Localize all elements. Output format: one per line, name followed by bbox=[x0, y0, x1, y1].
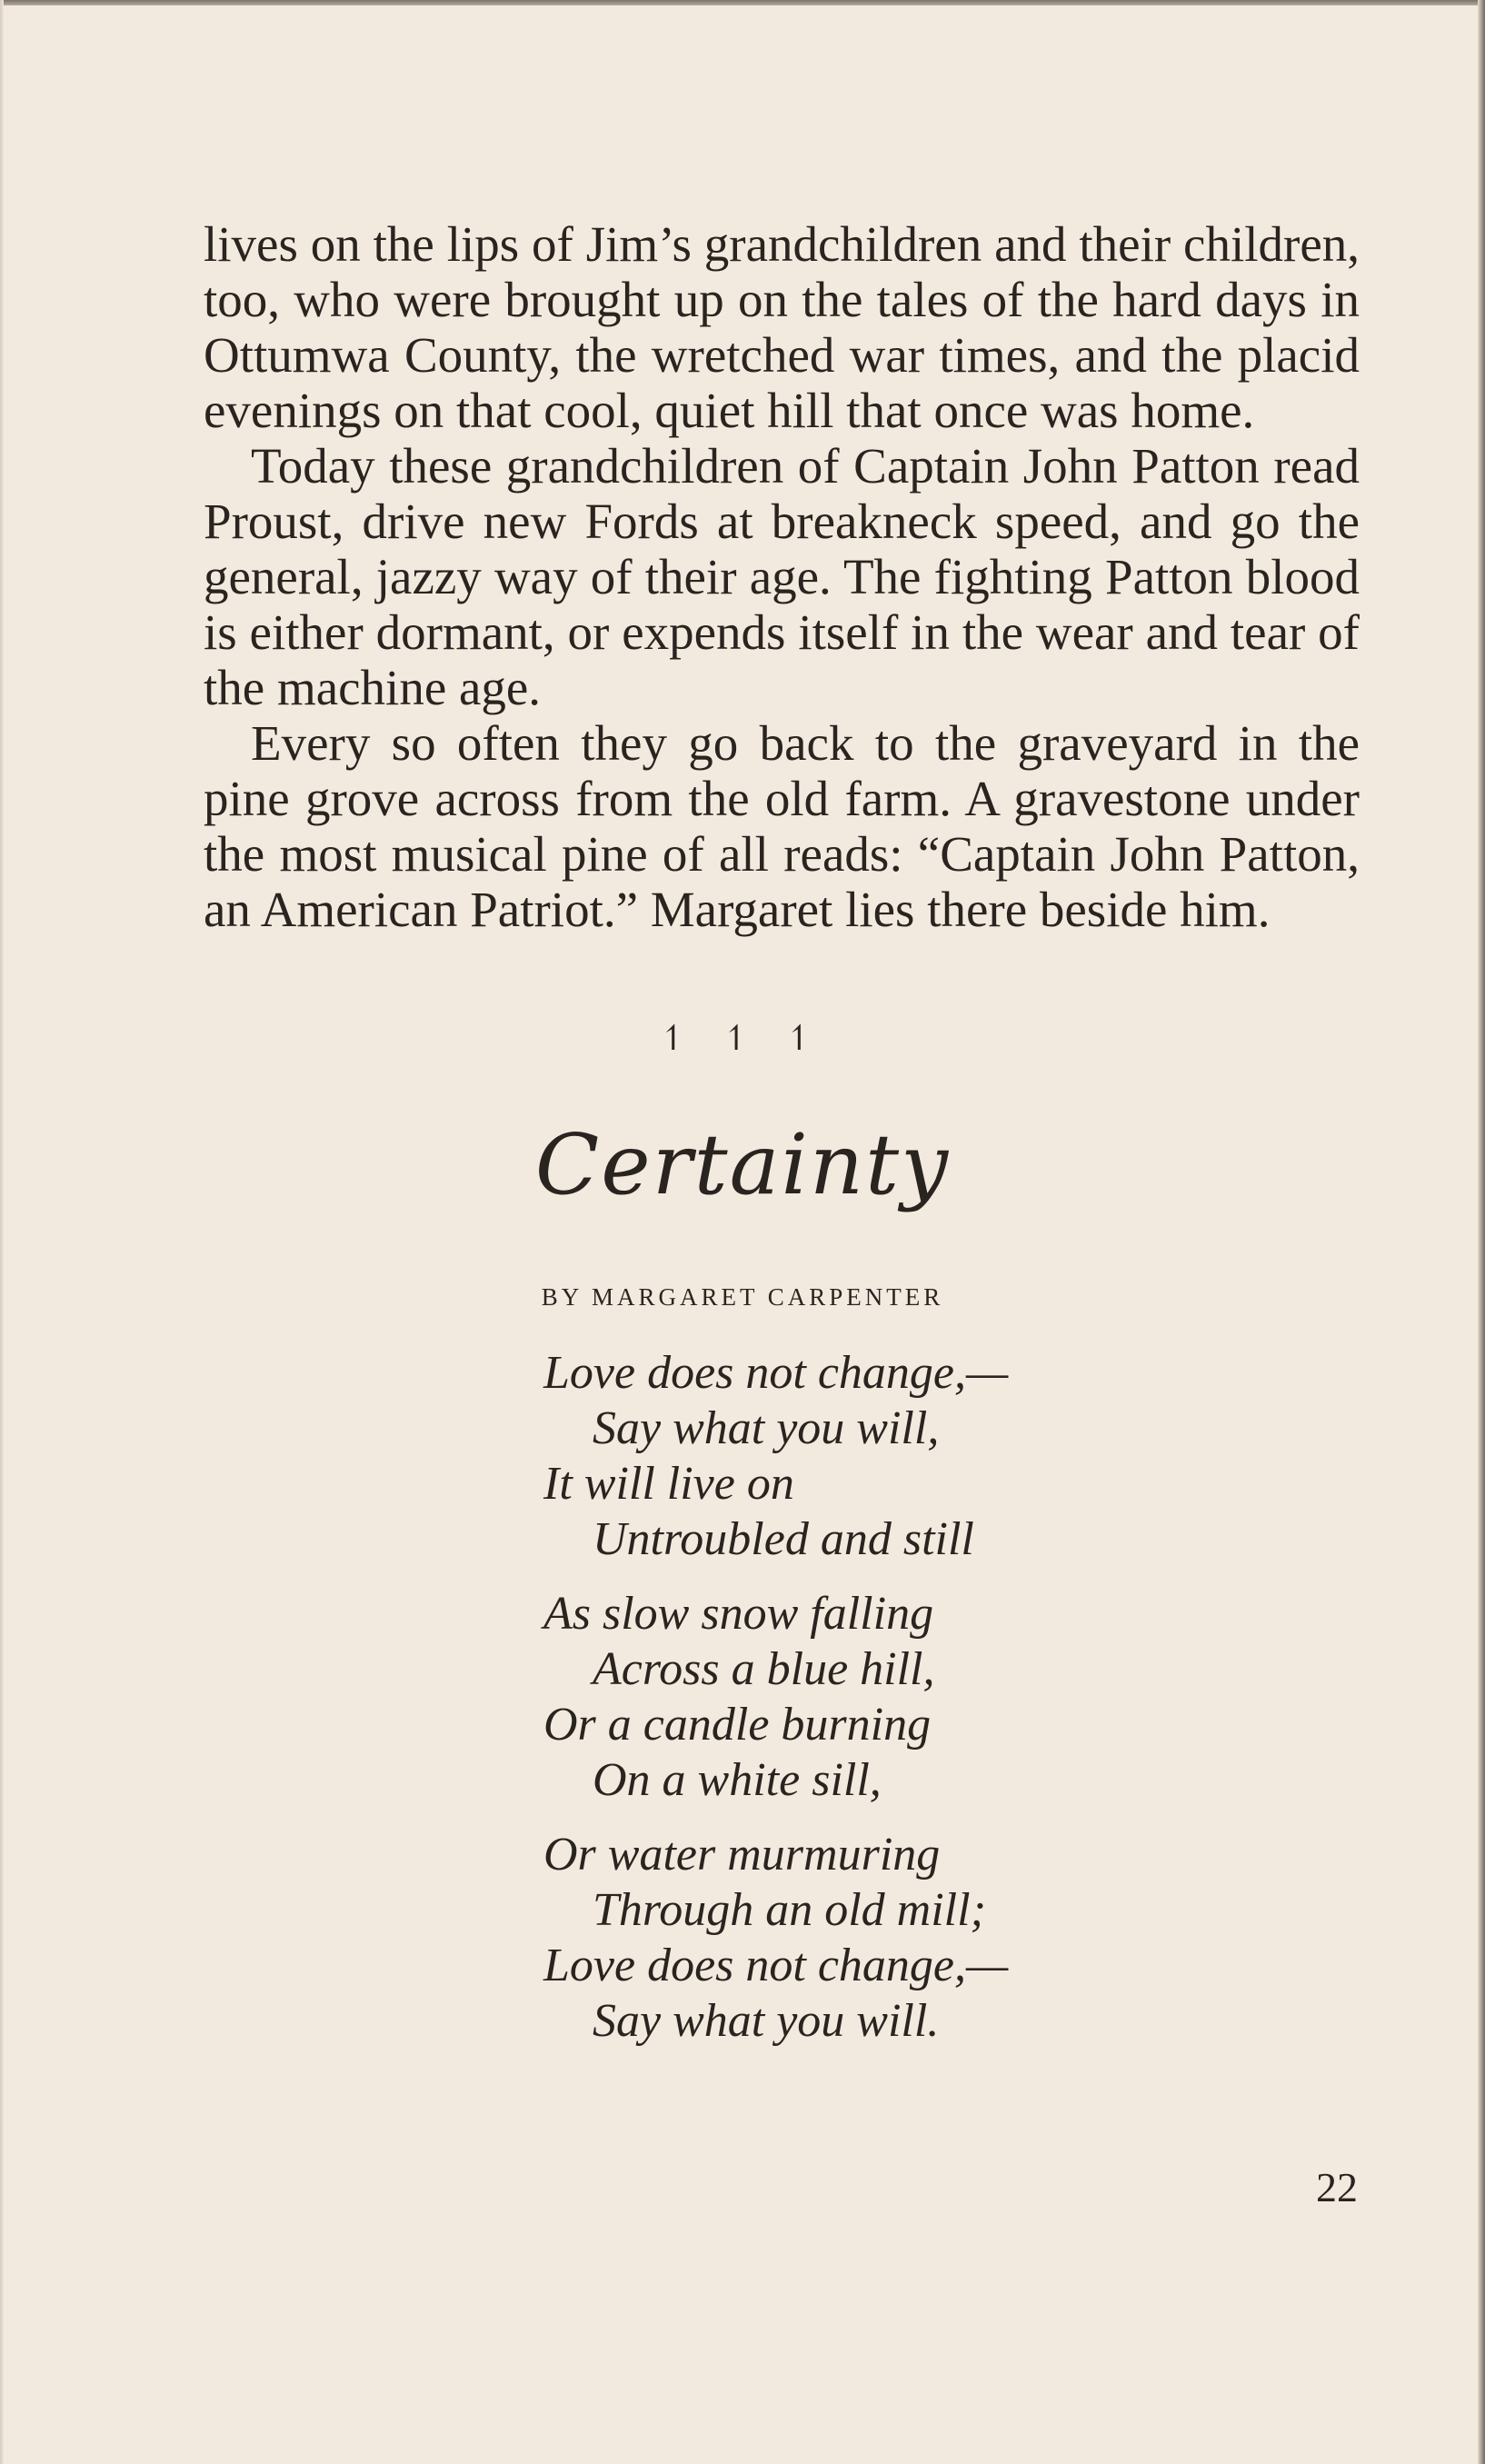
page-top-edge bbox=[0, 0, 1485, 5]
poem-line: Or water murmuring bbox=[543, 1829, 941, 1880]
page-right-edge bbox=[1478, 0, 1485, 2464]
poem-line: Or a candle burning bbox=[543, 1699, 932, 1751]
page-left-edge bbox=[0, 0, 4, 2464]
poem-stanza bbox=[543, 1345, 1180, 1567]
poem-stanza bbox=[543, 1827, 1180, 2049]
poem-line: Untroubled and still bbox=[593, 1513, 974, 1565]
poem-line: Love does not change,— bbox=[543, 1347, 1009, 1399]
poem-line: It will live on bbox=[543, 1458, 794, 1510]
poem-line: Say what you will. bbox=[593, 1995, 940, 2047]
page-number: 22 bbox=[1316, 2164, 1358, 2210]
poem-line: Love does not change,— bbox=[543, 1940, 1009, 1991]
paragraph: Today these grandchildren of Captain John Patton read Proust, drive new Fords at breakneck speed, and go the general, jazzy way of their age. The fighting Patton blood is either dormant, or expends itself in the wear and tear of the machine age. bbox=[204, 438, 1360, 715]
poem-byline: BY MARGARET CARPENTER bbox=[541, 1283, 944, 1311]
poem-line: As slow snow falling bbox=[543, 1588, 934, 1640]
prose-body bbox=[204, 216, 1360, 937]
poem-line: Across a blue hill, bbox=[593, 1643, 935, 1695]
poem-line: Say what you will, bbox=[593, 1402, 940, 1454]
poem-title: Certainty bbox=[534, 1116, 951, 1213]
paragraph: Every so often they go back to the graveyard in the pine grove across from the old farm. A gravestone under the most musical pine of all reads: “Captain John Patton, an American Patriot.” Margaret lies there beside him. bbox=[204, 715, 1360, 937]
paragraph: lives on the lips of Jim’s grandchildren and their children, too, who were brought up on the tales of the hard days in Ottumwa County, the wretched war times, and the placid evenings on that cool, quiet hill that once was home. bbox=[204, 216, 1360, 438]
poem-body bbox=[543, 1345, 1180, 2068]
poem-line: Through an old mill; bbox=[593, 1884, 986, 1936]
poem-line: On a white sill, bbox=[593, 1754, 882, 1806]
section-ornament: ↿ ↿ ↿ bbox=[658, 1020, 827, 1058]
poem-stanza bbox=[543, 1586, 1180, 1808]
